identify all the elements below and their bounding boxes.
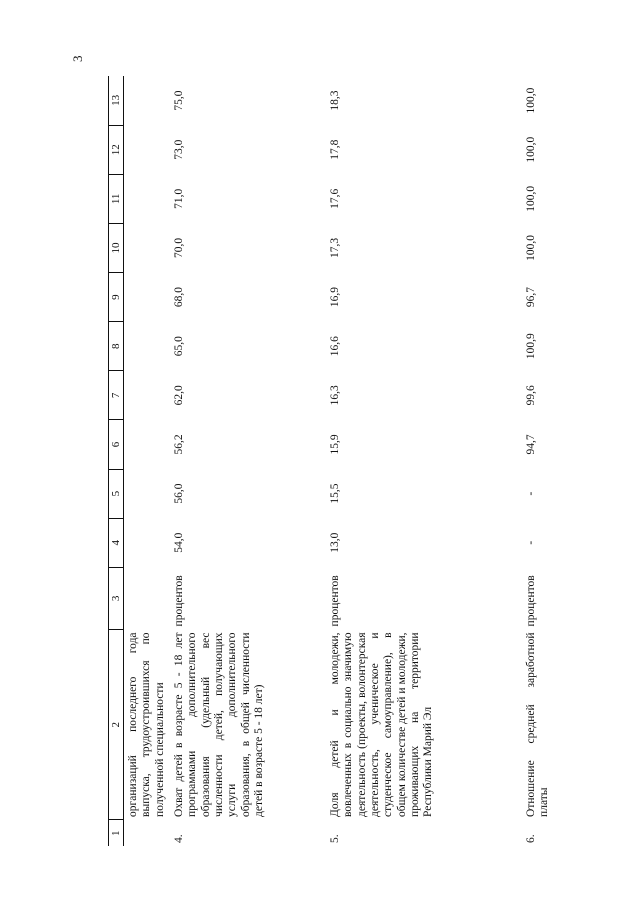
- value-cell: 18,3: [328, 90, 341, 111]
- unit-cell: процентов: [172, 575, 185, 627]
- value-cell: 100,0: [524, 235, 537, 261]
- indicator-name: Отношение средней заработной платы: [524, 632, 551, 817]
- indicator-name: Охват детей в возрасте 5 - 18 лет программами дополнительного образования (удельный вес численности детей, получающих услуги дополнительного образования, в общей численности детей в возрасте 5 - 18 лет): [172, 632, 265, 817]
- indicator-name: организаций последнего года выпуска, трудоустроившихся по полученной специальности: [127, 632, 166, 817]
- header-cell: 9: [109, 273, 124, 322]
- value-cell: 16,9: [328, 287, 341, 308]
- header-cell: 6: [109, 420, 124, 469]
- value-cell: 68,0: [172, 287, 185, 308]
- value-cell: 17,6: [328, 188, 341, 209]
- value-cell: 94,7: [524, 434, 537, 455]
- value-cell: [124, 322, 171, 371]
- table-row: [124, 76, 171, 846]
- value-cell: -: [524, 491, 537, 496]
- value-cell: 62,0: [172, 385, 185, 406]
- value-cell: 16,3: [328, 385, 341, 406]
- value-cell: 17,8: [328, 139, 341, 160]
- value-cell: [124, 371, 171, 420]
- indicator-name: Доля детей и молодежи, вовлеченных в социально значимую деятельность (проекты, волонтерская деятельность, ученическое и студенческое самоуправление), в общем количестве детей и молодежи, проживающих на территории Республики Марий Эл: [328, 632, 435, 817]
- value-cell: 96,7: [524, 287, 537, 308]
- header-cell: 3: [109, 567, 124, 629]
- indicators-table: [108, 76, 556, 846]
- value-cell: 15,9: [328, 434, 341, 455]
- header-cell: 12: [109, 125, 124, 174]
- value-cell: 100,0: [524, 87, 537, 114]
- value-cell: 15,5: [328, 483, 341, 504]
- row-number: 6.: [524, 834, 537, 843]
- value-cell: 73,0: [172, 139, 185, 160]
- header-cell: 10: [109, 223, 124, 272]
- unit-cell: [124, 567, 171, 629]
- header-cell: 1: [109, 820, 124, 846]
- table-row: [327, 76, 523, 846]
- value-cell: [124, 420, 171, 469]
- value-cell: [124, 125, 171, 174]
- value-cell: [124, 469, 171, 518]
- value-cell: 54,0: [172, 532, 185, 553]
- value-cell: 100,0: [524, 185, 537, 212]
- header-row: [109, 76, 124, 846]
- page-number: 3: [70, 55, 85, 62]
- header-cell: 4: [109, 518, 124, 567]
- value-cell: 70,0: [172, 237, 185, 259]
- value-cell: 13,0: [328, 532, 341, 553]
- unit-cell: процентов: [524, 575, 537, 627]
- header-cell: 8: [109, 322, 124, 371]
- value-cell: [124, 76, 171, 125]
- value-cell: 99,6: [524, 385, 537, 406]
- row-number: 4.: [172, 834, 185, 843]
- value-cell: -: [524, 540, 537, 545]
- value-cell: 17,3: [328, 237, 341, 259]
- value-cell: 56,2: [172, 434, 185, 455]
- value-cell: 100,9: [524, 333, 537, 360]
- value-cell: 56,0: [172, 483, 185, 504]
- unit-cell: процентов: [328, 575, 341, 627]
- value-cell: 100,0: [524, 136, 537, 163]
- header-cell: 2: [109, 629, 124, 819]
- value-cell: 71,0: [172, 188, 185, 209]
- value-cell: [124, 174, 171, 223]
- value-cell: 75,0: [172, 90, 185, 111]
- row-number: [124, 820, 171, 846]
- table-row: [523, 76, 556, 846]
- header-cell: 7: [109, 371, 124, 420]
- value-cell: [124, 518, 171, 567]
- table-row: [171, 76, 327, 846]
- row-number: 5.: [328, 834, 341, 843]
- header-cell: 5: [109, 469, 124, 518]
- value-cell: 16,6: [328, 336, 341, 357]
- value-cell: [124, 223, 171, 272]
- value-cell: 65,0: [172, 336, 185, 357]
- header-cell: 13: [109, 76, 124, 125]
- value-cell: [124, 273, 171, 322]
- header-cell: 11: [109, 174, 124, 223]
- rotated-table-container: [108, 76, 630, 846]
